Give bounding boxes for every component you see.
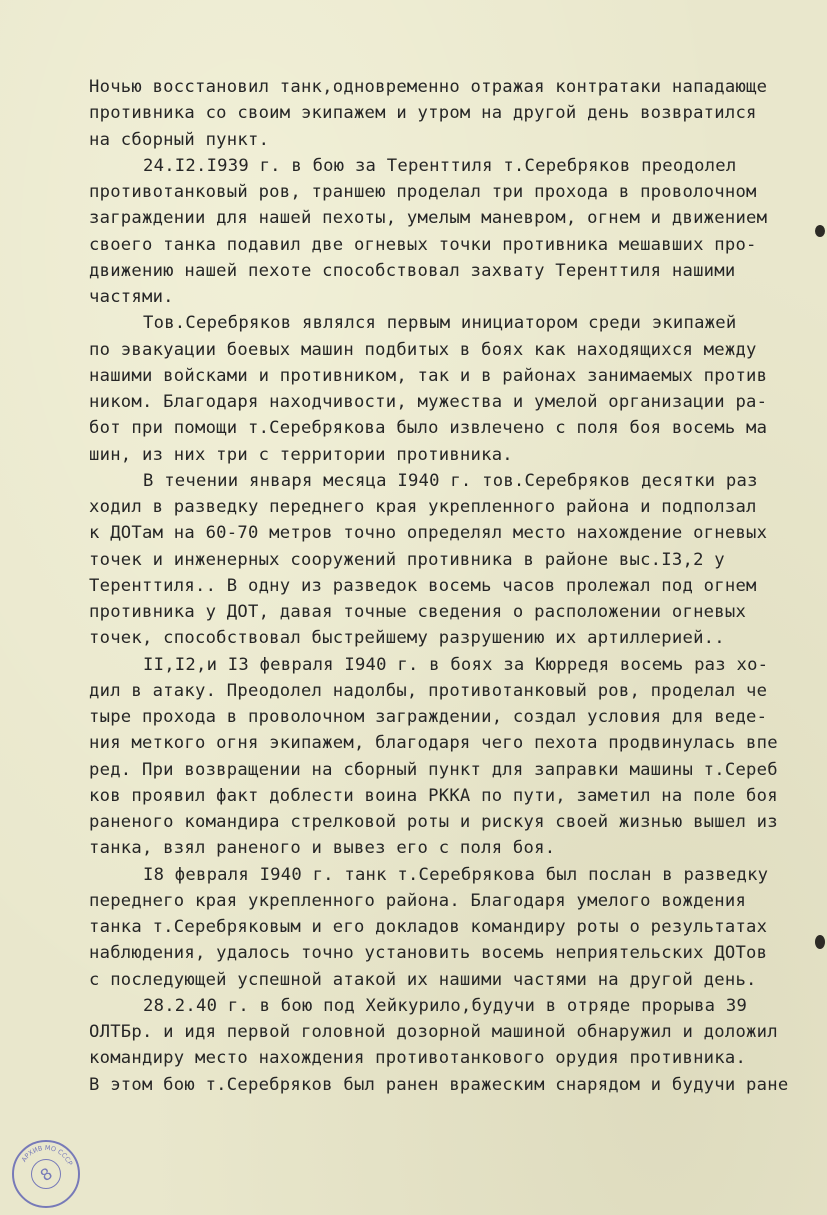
text-line: ОЛТБр. и идя первой головной дозорной машиной обнаружил и доложил <box>89 1022 778 1042</box>
text-line: переднего края укрепленного района. Благодаря умелого вождения <box>89 890 747 911</box>
text-line: ков проявил факт доблести воина РККА по пути, заметил на поле боя <box>89 785 778 806</box>
typewritten-text <box>0 74 827 1098</box>
text-line: I8 февраля I940 г. танк т.Серебрякова был послан в разведку <box>143 864 769 885</box>
text-line: своего танка подавил две огневых точки противника мешавших про- <box>89 234 757 255</box>
text-line: II,I2,и I3 февраля I940 г. в боях за Кюрредя восемь раз хо- <box>143 654 769 675</box>
binding-hole-top <box>815 225 825 237</box>
text-line: командиру место нахождения противотанкового орудия противника. <box>89 1048 747 1069</box>
stamp-number <box>14 1142 78 1206</box>
text-line: Ночью восстановил танк,одновременно отражая контратаки нападающе <box>89 77 768 97</box>
text-line: раненого командира стрелковой роты и рискуя своей жизнью вышел из <box>89 812 778 832</box>
text-line: частями. <box>89 287 174 307</box>
text-line: ником. Благодаря находчивости, мужества и умелой организации ра- <box>89 392 768 412</box>
text-line: ходил в разведку переднего края укрепленного района и подползал <box>89 497 757 517</box>
text-line: нашими войсками и противником, так и в районах занимаемых против <box>89 365 768 386</box>
text-line: противника у ДОТ, давая точные сведения о расположении огневых <box>89 602 747 622</box>
text-line: дил в атаку. Преодолел надолбы, противотанковый ров, проделал че <box>89 680 768 701</box>
text-line: наблюдения, удалось точно установить восемь неприятельских ДОТов <box>89 943 768 964</box>
text-line: 24.I2.I939 г. в бою за Теренттиля т.Серебряков преодолел <box>143 155 737 176</box>
svg-text:8: 8 <box>36 1163 56 1186</box>
text-line: танка, взял раненого и вывез его с поля боя. <box>89 838 556 859</box>
text-line: по эвакуации боевых машин подбитых в боях как находящихся между <box>89 339 757 360</box>
text-line: на сборный пункт. <box>89 129 270 150</box>
text-line: точек, способствовал быстрейшему разрушению их артиллерией.. <box>89 628 725 649</box>
text-line: заграждении для нашей пехоты, умелым маневром, огнем и движением <box>89 208 768 229</box>
text-line: бот при помощи т.Серебрякова было извлечено с поля боя восемь ма <box>89 418 768 439</box>
text-line: В течении января месяца I940 г. тов.Серебряков десятки раз <box>143 470 758 491</box>
text-line: к ДОТам на 60-70 метров точно определял место нахождение огневых <box>89 523 768 544</box>
text-line: В этом бою т.Серебряков был ранен вражеским снарядом и будучи ране <box>89 1074 789 1095</box>
text-line: ния меткого огня экипажем, благодаря чего пехота продвинулась впе <box>89 733 778 754</box>
text-line: с последующей успешной атакой их нашими частями на другой день. <box>89 969 757 990</box>
text-line: 28.2.40 г. в бою под Хейкурило,будучи в отряде прорыва 39 <box>143 995 748 1016</box>
svg-text:АРХИВ МО СССР: АРХИВ МО СССР <box>19 1143 75 1167</box>
text-line: противника со своим экипажем и утром на другой день возвратился <box>89 103 757 124</box>
text-line: противотанковый ров, траншею проделал три прохода в проволочном <box>89 182 757 202</box>
text-line: шин, из них три с территории противника. <box>89 444 513 465</box>
text-line: ред. При возвращении на сборный пункт для заправки машины т.Сереб <box>89 759 778 780</box>
text-line: точек и инженерных сооружений противника в районе выс.I3,2 у <box>89 549 725 570</box>
text-line: танка т.Серебряковым и его докладов командиру роты о результатах <box>89 917 768 937</box>
text-line: движению нашей пехоте способствовал захвату Теренттиля нашими <box>89 260 736 281</box>
text-line: Тов.Серебряков являлся первым инициатором среди экипажей <box>143 313 737 334</box>
text-line: тыре прохода в проволочном заграждении, создал условия для веде- <box>89 707 768 727</box>
archive-stamp <box>12 1140 80 1208</box>
text-line: Теренттиля.. В одну из разведок восемь часов пролежал под огнем <box>89 575 757 596</box>
binding-hole-bottom <box>815 935 825 949</box>
